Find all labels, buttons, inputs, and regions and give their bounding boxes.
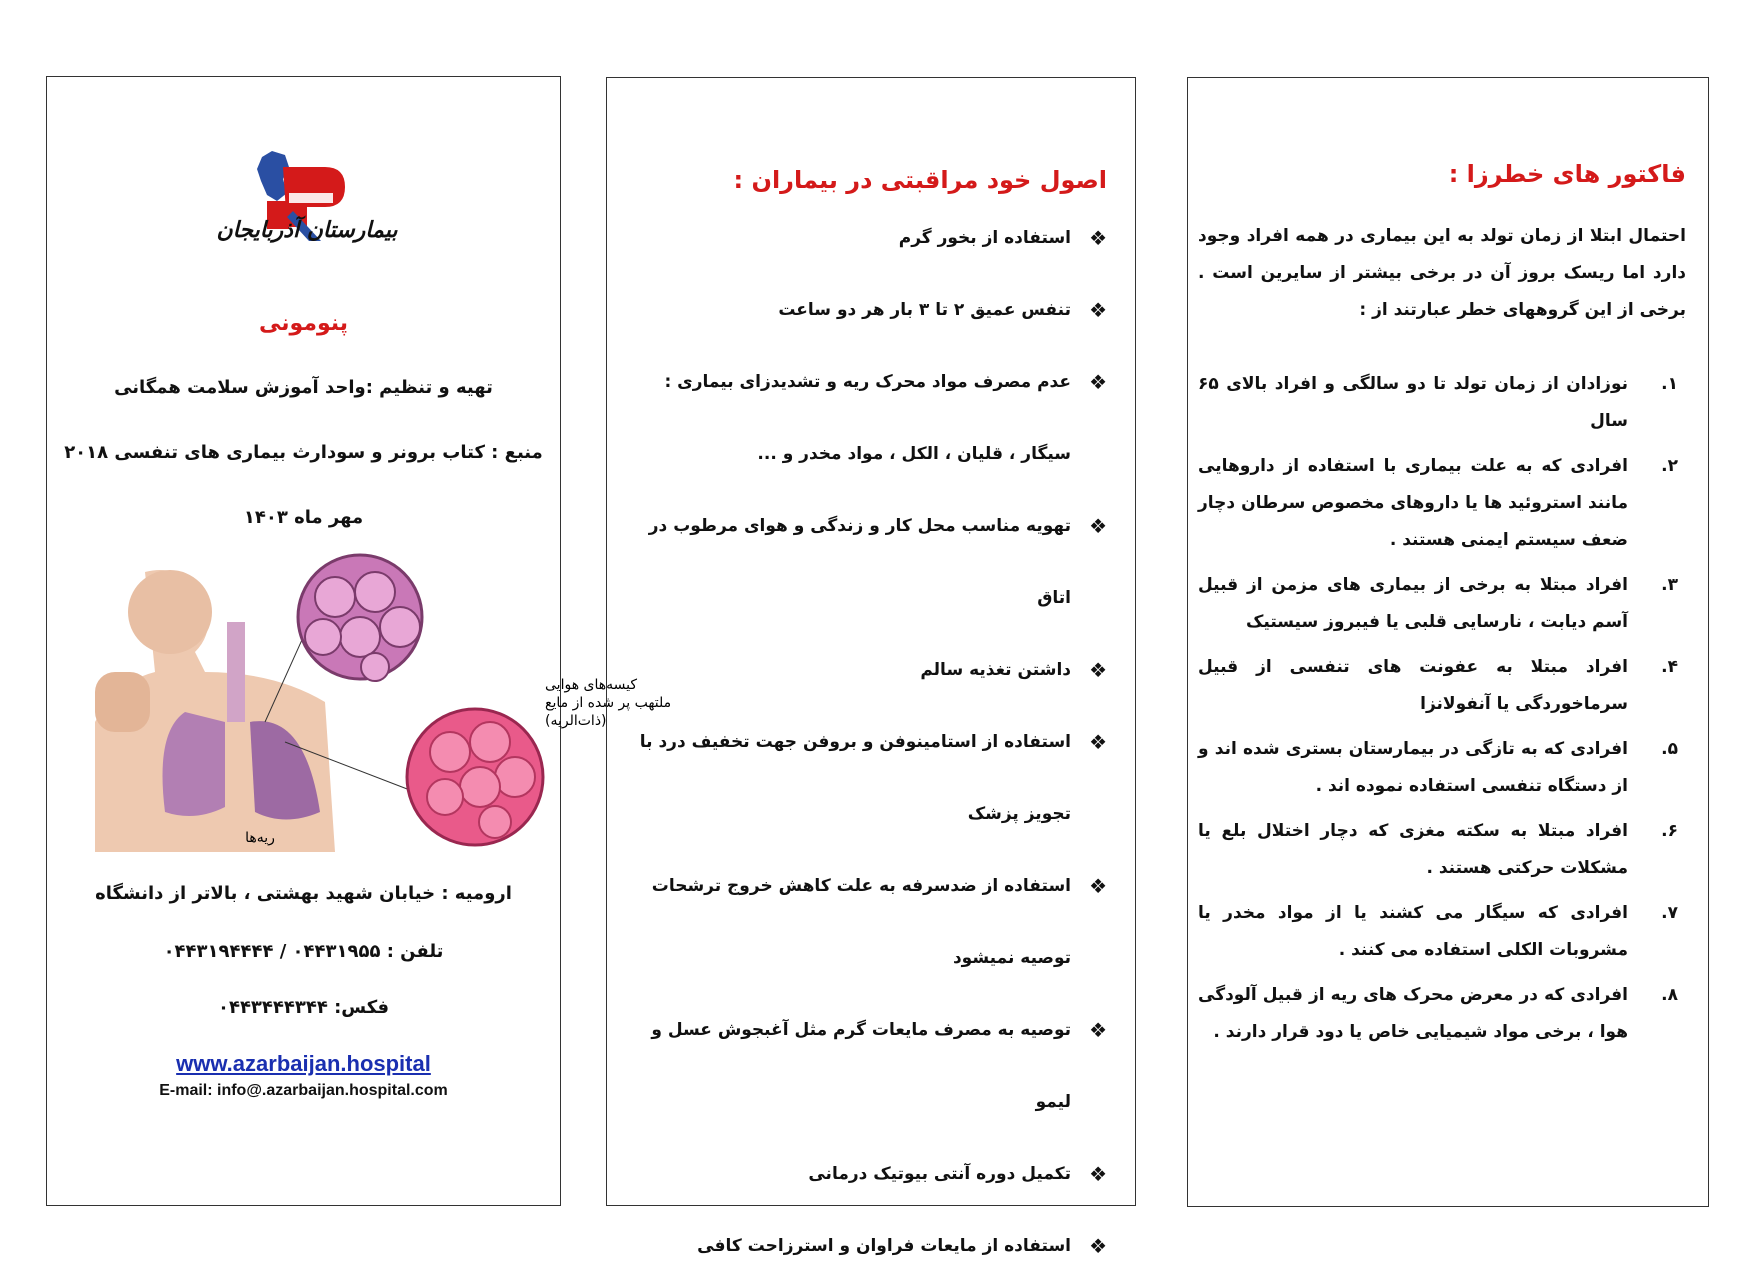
list-item: ۶. افراد مبتلا به سکته مغزی که دچار اختلال بلع یا مشکلات حرکتی هستند . — [1198, 821, 1678, 878]
list-item: ۴. افراد مبتلا به عفونت های تنفسی از قبیل سرماخوردگی یا آنفولانزا — [1198, 657, 1678, 714]
source-reference: منبع : کتاب برونر و سودارث بیماری های تنفسی ۲۰۱۸ — [64, 442, 543, 463]
list-item: ❖ عدم مصرف مواد محرک ریه و تشدیدزای بیماری : سیگار ، قلیان ، الکل ، مواد مخدر و ... — [627, 346, 1107, 490]
self-care-list — [627, 202, 1107, 1282]
list-item: ❖ استفاده از استامینوفن و بروفن جهت تخفیف درد با تجویز پزشک — [627, 706, 1107, 850]
phone-number: تلفن : ۰۴۴۳۱۹۵۵ / ۰۴۴۳۱۹۴۴۴۴ — [163, 941, 444, 962]
prepared-by: تهیه و تنظیم :واحد آموزش سلامت همگانی — [114, 377, 493, 398]
diamond-bullet-icon: ❖ — [1089, 514, 1107, 538]
risk-factors-panel — [1187, 77, 1709, 1207]
illustration-caption-1: کیسه‌های هوایی — [545, 677, 638, 693]
list-item: ❖ تهویه مناسب محل کار و زندگی و هوای مرطوب در اتاق — [627, 490, 1107, 634]
self-care-title: اصول خود مراقبتی در بیماران : — [733, 166, 1107, 194]
illustration-caption-2: ملتهب پر شده از مایع — [545, 695, 672, 711]
diamond-bullet-icon: ❖ — [1089, 1162, 1107, 1186]
email-address[interactable]: E-mail: info@.azarbaijan.hospital.com — [159, 1082, 448, 1099]
diamond-bullet-icon: ❖ — [1089, 370, 1107, 394]
diamond-bullet-icon: ❖ — [1089, 730, 1107, 754]
list-item: ❖ استفاده از بخور گرم — [627, 202, 1107, 274]
list-item: ۵. افرادی که به تازگی در بیمارستان بستری شده اند و از دستگاه تنفسی استفاده نموده اند . — [1198, 739, 1678, 796]
risk-factors-title: فاکتور های خطرزا : — [1448, 160, 1686, 188]
list-item: ۱. نوزادان از زمان تولد تا دو سالگی و افراد بالای ۶۵ سال — [1198, 374, 1678, 431]
illustration-caption-3: (ذات‌الریه) — [545, 713, 607, 729]
list-item: ❖ تکمیل دوره آنتی بیوتیک درمانی — [627, 1138, 1107, 1210]
list-item: ❖ داشتن تغذیه سالم — [627, 634, 1107, 706]
list-item: ۸. افرادی که در معرض محرک های ریه از قبیل آلودگی هوا ، برخی مواد شیمیایی خاص یا دود قرار دارند . — [1198, 985, 1678, 1042]
website-link[interactable]: www.azarbaijan.hospital — [176, 1051, 431, 1076]
logo-text: بیمارستان آذربایجان — [216, 217, 398, 243]
hospital-logo-icon — [237, 137, 377, 267]
self-care-panel — [606, 77, 1136, 1258]
list-item: ❖ توصیه به مصرف مایعات گرم مثل آغبجوش عسل و لیمو — [627, 994, 1107, 1138]
list-item: ❖ تنفس عمیق ۲ تا ۳ بار هر دو ساعت — [627, 274, 1107, 346]
address: ارومیه : خیابان شهید بهشتی ، بالاتر از دانشگاه — [95, 883, 512, 904]
risk-factors-list — [1198, 366, 1686, 1059]
publish-date: مهر ماه ۱۴۰۳ — [243, 507, 364, 528]
list-item: ❖ استفاده از مایعات فراوان و استرزاحت کافی — [627, 1210, 1107, 1282]
list-item: ۳. افراد مبتلا به برخی از بیماری های مزمن از قبیل آسم دیابت ، نارسایی قلبی یا فیبروز سیستیک — [1198, 575, 1678, 632]
pneumonia-illustration-icon — [75, 562, 672, 852]
list-item: ❖ استفاده از ضدسرفه به علت کاهش خروج ترشحات توصیه نمیشود — [627, 850, 1107, 994]
diamond-bullet-icon: ❖ — [1089, 226, 1107, 250]
diamond-bullet-icon: ❖ — [1089, 1018, 1107, 1042]
list-item: ۲. افرادی که به علت بیماری با استفاده از داروهایی مانند استروئید ها یا داروهای مخصوص سرطان دچار ضعف سیستم ایمنی هستند . — [1198, 456, 1678, 550]
leaflet-title: پنومونی — [259, 311, 348, 336]
diamond-bullet-icon: ❖ — [1089, 298, 1107, 322]
diamond-bullet-icon: ❖ — [1089, 1234, 1107, 1258]
list-item: ۷. افرادی که سیگار می کشند یا از مواد مخدر یا مشروبات الکلی استفاده می کنند . — [1198, 903, 1678, 960]
illustration-lungs-label: ریه‌ها — [245, 830, 275, 846]
diamond-bullet-icon: ❖ — [1089, 658, 1107, 682]
risk-factors-intro: احتمال ابتلا از زمان تولد به این بیماری در همه افراد وجود دارد اما ریسک بروز آن در برخی بیشتر از سایرین است . برخی از این گروههای خطر عبارتند از : — [1198, 226, 1686, 320]
fax-number: فکس: ۰۴۴۳۴۴۴۳۴۴ — [217, 997, 390, 1018]
cover-panel — [46, 76, 672, 1206]
diamond-bullet-icon: ❖ — [1089, 874, 1107, 898]
